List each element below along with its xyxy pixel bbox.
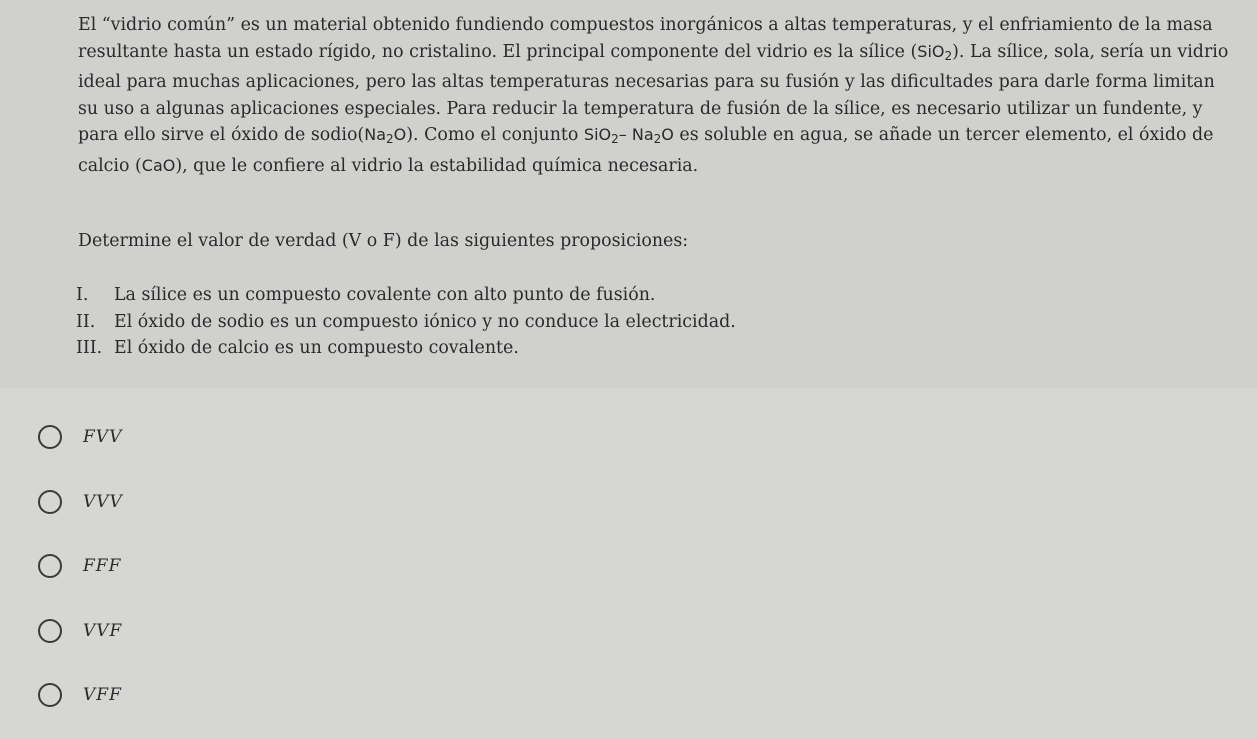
answer-option-label: FFF bbox=[83, 556, 122, 577]
answer-option-label: VFF bbox=[83, 685, 122, 706]
passage-paragraph bbox=[78, 12, 1238, 179]
radio-button[interactable] bbox=[38, 619, 62, 643]
answer-option-label: VVV bbox=[83, 491, 123, 512]
radio-button[interactable] bbox=[38, 490, 62, 514]
formula-sio2: SiO$_2$ bbox=[917, 41, 953, 63]
radio-button[interactable] bbox=[38, 554, 62, 578]
proposition-numeral: III. bbox=[76, 338, 103, 358]
answer-options bbox=[38, 405, 638, 728]
answer-option-label: VVF bbox=[83, 620, 123, 641]
proposition-2 bbox=[76, 309, 736, 336]
proposition-text: El óxido de calcio es un compuesto covalente. bbox=[114, 338, 519, 358]
passage-part-1: El “vidrio común” es un material obtenido fundiendo compuestos inorgánicos a altas temperaturas, y el enfriamiento de la masa resultante hasta un estado rígido, no cristalino. El principal componente del vidrio es la sílice ( bbox=[78, 15, 1213, 62]
proposition-text: La sílice es un compuesto covalente con alto punto de fusión. bbox=[114, 285, 656, 305]
answer-option-label: FVV bbox=[83, 427, 123, 448]
formula-na2o: $Na_2O$ bbox=[364, 125, 407, 146]
question-prompt: Determine el valor de verdad (V o F) de las siguientes proposiciones: bbox=[78, 231, 689, 251]
passage-part-2: ). La sílice, sola, sería un vidrio ideal para muchas aplicaciones, pero las altas temperaturas necesarias para su fusión y las dificultades para darle forma limitan su uso a algunas aplicaciones especiales. Para reducir la temperatura de fusión de la sílice, es necesario utilizar un fundente, y para ello sirve el óxido de sodio( bbox=[78, 41, 1229, 145]
proposition-3 bbox=[76, 335, 736, 362]
radio-button[interactable] bbox=[38, 683, 62, 707]
answer-option-vvf[interactable] bbox=[38, 599, 638, 664]
proposition-numeral: I. bbox=[76, 285, 89, 305]
formula-sio2-na2o: SiO$_2$– $Na_2O$ bbox=[583, 125, 674, 146]
radio-button[interactable] bbox=[38, 425, 62, 449]
passage-part-4: es soluble en agua, se añade un tercer elemento, el óxido de calcio ( bbox=[78, 125, 1214, 176]
passage-part-3: ). Como el conjunto bbox=[406, 125, 584, 145]
answer-option-fvv[interactable] bbox=[38, 405, 638, 470]
answer-option-vvv[interactable] bbox=[38, 470, 638, 535]
propositions-list bbox=[76, 282, 736, 362]
proposition-numeral: II. bbox=[76, 311, 96, 332]
answer-option-fff[interactable] bbox=[38, 534, 638, 599]
answer-option-vff[interactable] bbox=[38, 663, 638, 728]
proposition-1 bbox=[76, 282, 736, 309]
passage-part-5: ), que le confiere al vidrio la estabilidad química necesaria. bbox=[175, 155, 699, 176]
formula-cao: CaO bbox=[141, 155, 176, 175]
passage-text bbox=[78, 12, 1238, 179]
proposition-text: El óxido de sodio es un compuesto iónico y no conduce la electricidad. bbox=[114, 311, 736, 332]
